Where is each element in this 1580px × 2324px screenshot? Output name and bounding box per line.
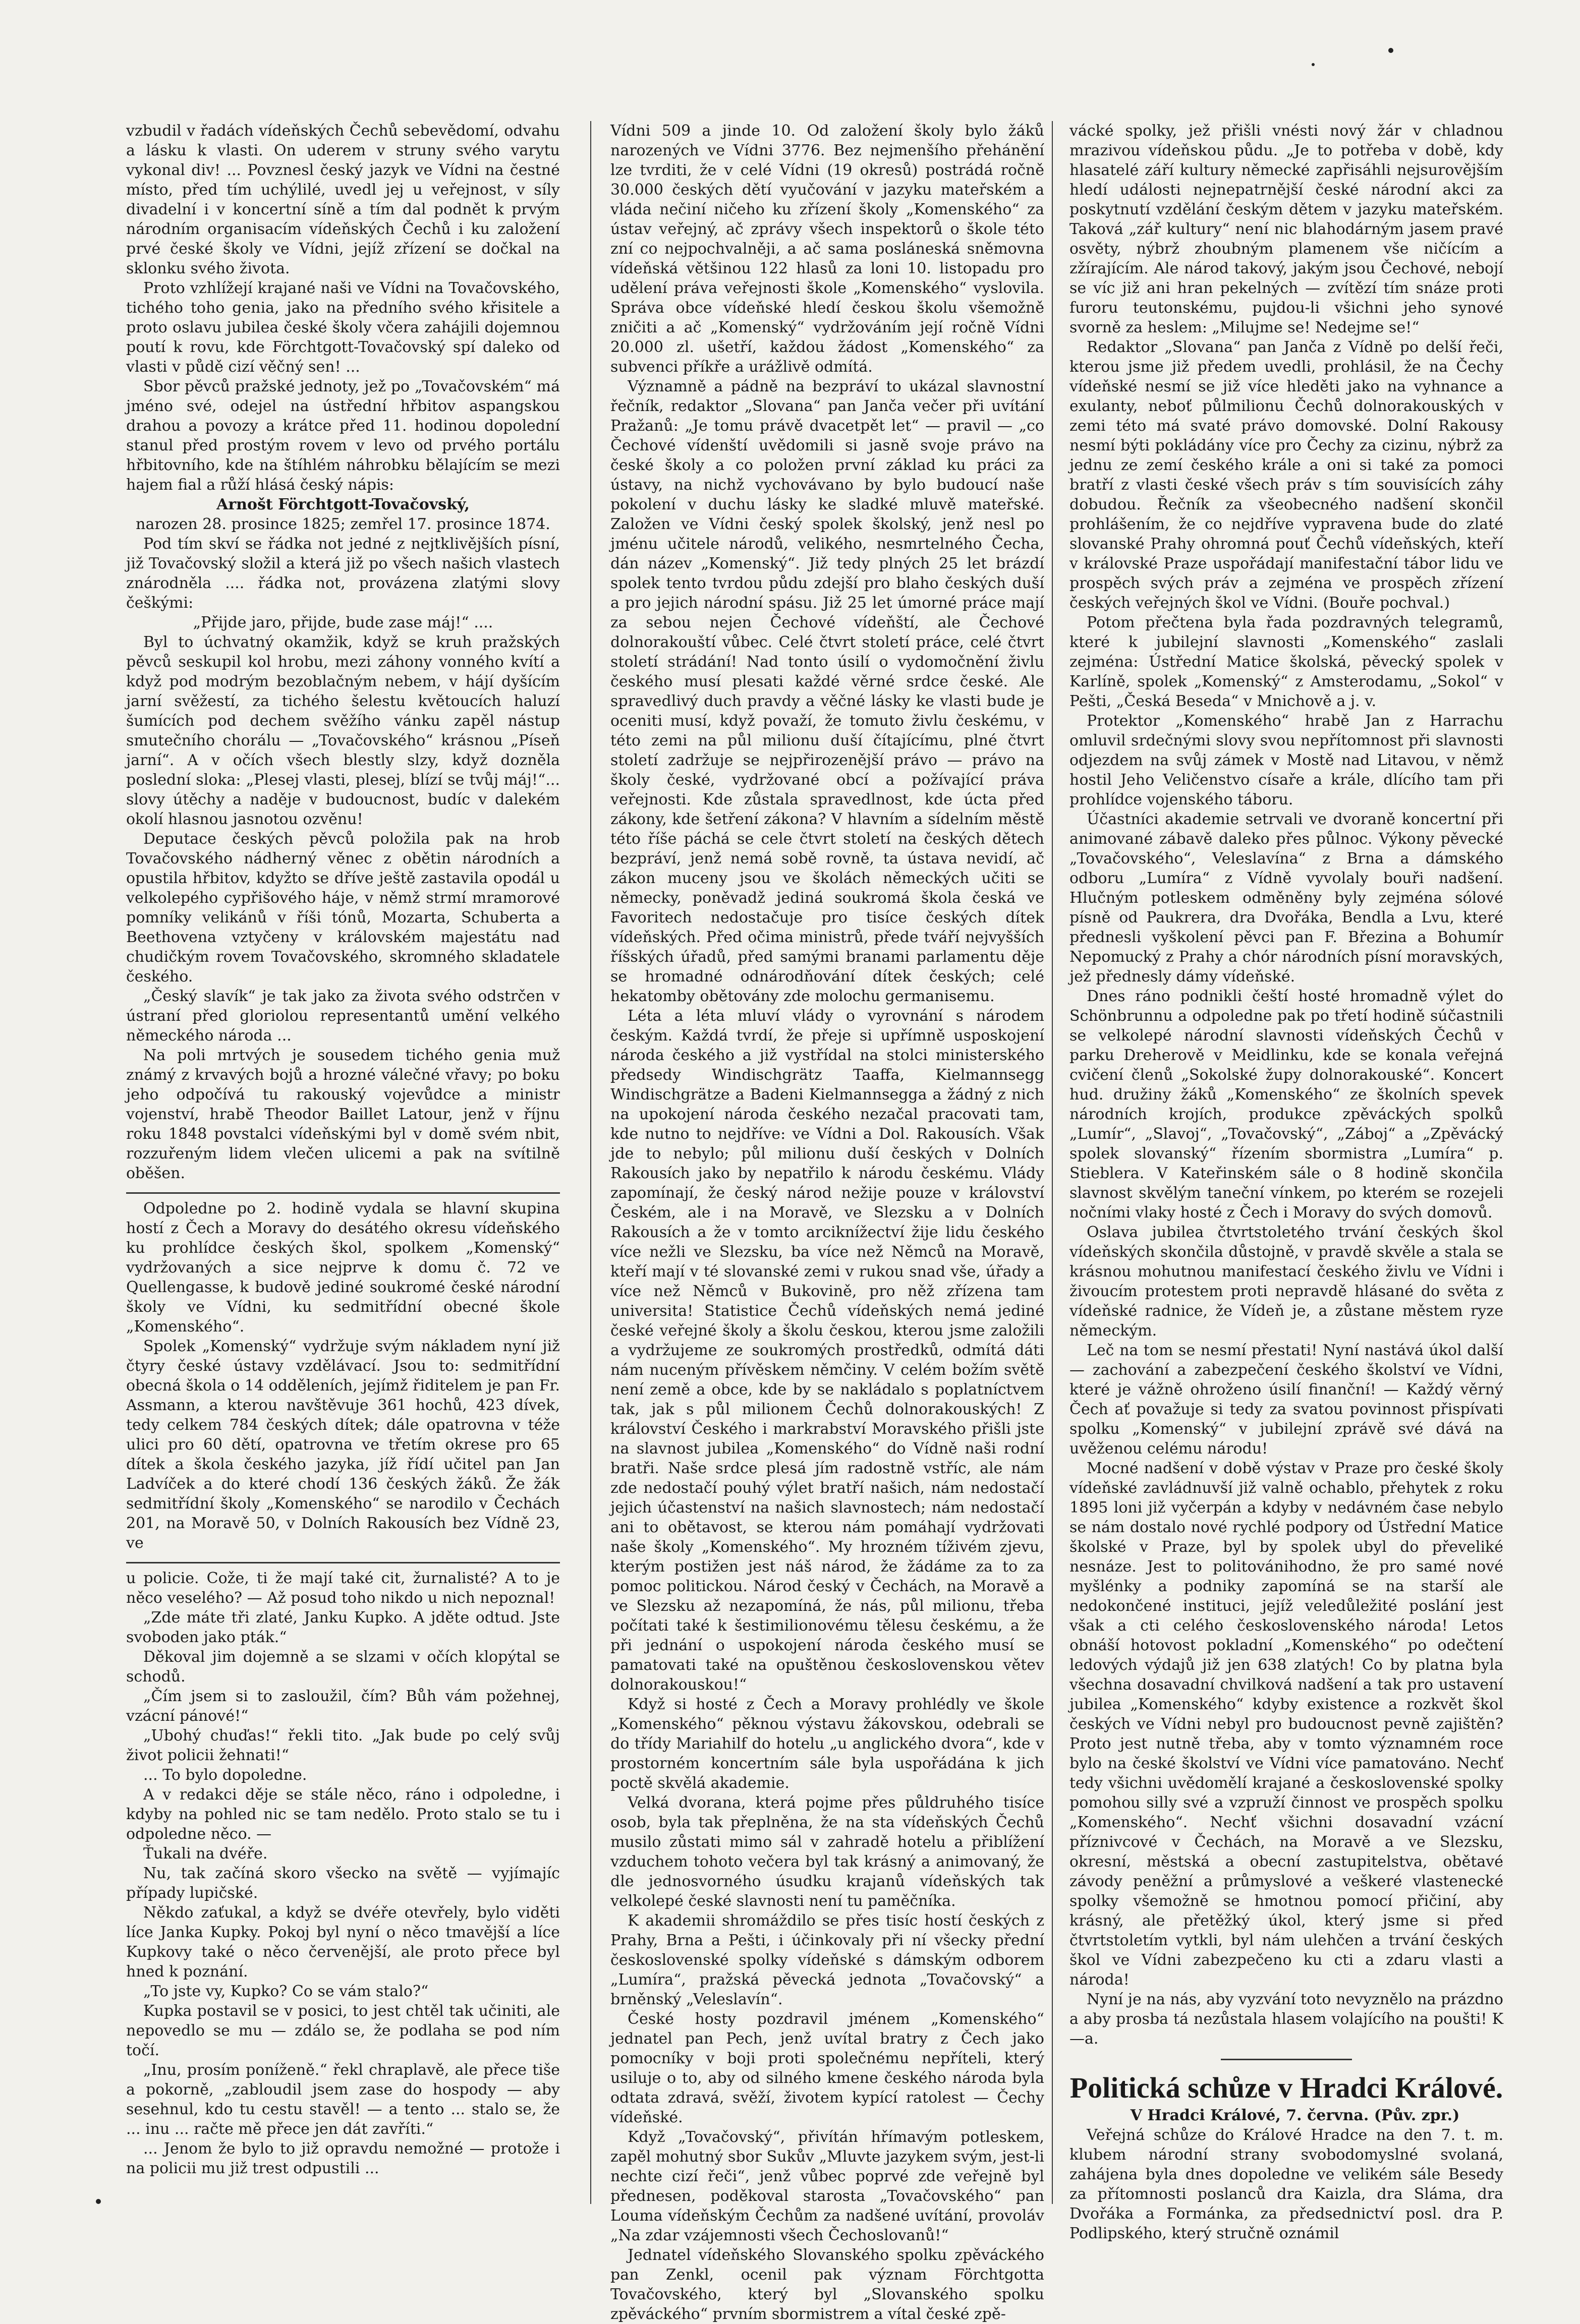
paragraph: vzbudil v řadách vídeňských Čechů sebevědomí, odvahu a lásku k vlasti. On uderem v struny svého varytu vykonal div! ... Povznesl český jazyk ve Vídni na čestné místo, před tím uchýlilé, uvedl jej u veřejnost, v síly divadelní i v koncertní síně a tím dal podnět k prvým národním organisacím vídeňských Čechů i ku založení prvé české školy ve Vídni, jejíž zřízení se dočkal na sklonku svého života. xyxy=(126,122,560,277)
quote: „Přijde jaro, přijde, bude zase máj!“ .... xyxy=(193,614,493,631)
paragraph: vácké spolky, jež přišli vnésti nový žár v chladnou mrazivou vídeňskou půdu. „Je to potřeba v době, kdy hlasatelé září kultury německé zapřisáhli nejsurovějším hledí události nejnepatrnější české národní akci za poskytnutí vzdělání českým dětem v jazyku mateřském. Taková „zář kultury“ není nic blahodárným jasem pravé osvěty, nýbrž zhoubným plamenem vše ničícím a zžírajícím. Ale národ takový, jakým jsou Čechové, nebojí se víc již ani hran pekelných — zvítězí tím snáze proti furoru teutonskému, pujdou-li všichni jeho synové svorně za heslem: „Milujme se! Nedejme se!“ xyxy=(1069,122,1503,336)
column-1 xyxy=(126,121,560,2204)
column-rule-right xyxy=(1052,121,1053,2204)
paragraph: Potom přečtena byla řada pozdravných telegramů, které k jubilejní slavnosti „Komenského“ zaslali zejména: Ústřední Matice školská, pěvecký spolek v Karlíně, spolek „Komenský“ z Amsterodamu, „Sokol“ v Pešti, „Česká Beseda“ v Mnichově a j. v. xyxy=(1069,614,1503,710)
paragraph: Když „Tovačovský“, přivítán hřímavým potleskem, zapěl mohutný sbor Sukův „Mluvte jazykem svým, jest-li nechte cizí řeči“, jenž vůbec poprvé zde veřejně byl přednesen, poděkoval starosta „Tovačovského“ pan Louma vídeňským Čechům za nadšené uvítání, provoláv „Na zdar vzájemnosti všech Čechoslovanů!“ xyxy=(610,2128,1044,2244)
paragraph: „Ubohý chuďas!“ řekli tito. „Jak bude po celý svůj život policii žehnati!“ xyxy=(126,1727,560,1764)
paragraph: „Čím jsem si to zasloužil, čím? Bůh vám požehnej, vzácní pánové!“ xyxy=(126,1688,560,1725)
paragraph: Veřejná schůze do Králové Hradce na den 7. t. m. klubem národní strany svobodomyslné svolaná, zahájena byla dnes dopoledne ve velikém sále Besedy za přítomnosti poslanců dra Kaizla, dra Sláma, dra Dvořáka a Formánka, za předsednictví posl. dra P. Podlipského, který stručně oznámil xyxy=(1069,2126,1503,2242)
paragraph: Proto vzhlížejí krajané naši ve Vídni na Tovačovského, tichého toho genia, jako na předního svého křisitele a proto oslavu jubilea české školy včera zahájili dojemnou poutí k rovu, kde Förchtgott-Tovačovský spí daleko od vlasti v půdě cizí věčný sen! ... xyxy=(126,279,560,376)
paragraph: ... To bylo dopoledne. xyxy=(143,1766,307,1784)
paragraph: u policie. Cože, ti že mají také cit, žurnalisté? A to je něco veselého? — Až posud toho nikdo u nich nepoznal! xyxy=(126,1570,560,1607)
paragraph: K akademii shromáždilo se přes tisíc hostí českých z Prahy, Brna a Pešti, i účinkovaly při ní všecky přední československé spolky vídeňské s dámským odborem „Lumíra“, pražská pěvecká jednota „Tovačovský“ a brněnský „Veleslavín“. xyxy=(610,1912,1044,2008)
column-rule-left xyxy=(590,121,591,2204)
paragraph: Leč na tom se nesmí přestati! Nyní nastává úkol další — zachování a zabezpečení českého školství ve Vídni, které je vážně ohroženo úsilí finanční! — Každý věrný Čech ať považuje si tedy za svatou povinnost přispívati spolku „Komenský“ v jubilejní zprávě své dává na uvěženou celému národu! xyxy=(1069,1342,1503,1458)
paragraph: ... Jenom že bylo to již opravdu nemožné — protože i na policii mu již trest odpustili ... xyxy=(126,2140,560,2177)
paragraph: Kupka postavil se v posici, to jest chtěl tak učiniti, ale nepovedlo se mu — zdálo se, že podlaha se pod ním točí. xyxy=(126,2002,560,2059)
page-speck xyxy=(1388,48,1393,53)
paragraph: A v redakci děje se stále něco, ráno i odpoledne, i kdyby na pohled nic se tam nedělo. Proto stalo se tu i odpoledne něco. — xyxy=(126,1786,560,1843)
page-speck xyxy=(96,2199,101,2204)
paragraph: Jednatel vídeňského Slovanského spolku zpěváckého pan Zenkl, ocenil pak význam Förchtgotta Tovačovského, který byl „Slovanského spolku zpěváckého“ prvním sbormistrem a vítal české zpě- xyxy=(610,2246,1044,2323)
column-2 xyxy=(610,121,1044,2323)
paragraph: „Zde máte tři zlaté, Janku Kupko. A jděte odtud. Jste svoboden jako pták.“ xyxy=(126,1609,560,1646)
feuilleton-divider xyxy=(126,1562,560,1563)
paragraph: Léta a léta mluví vlády o vyrovnání s národem českým. Každá tvrdí, že přeje si upřímně usposkojení národa českého a již vystřídal na stolci ministerského předsedy Windischgrätz Taaffa, Kielmannsegg Windischgrätze a Badeni Kielmannsegga a žádný z nich na upokojení národa českého nezačal pracovati tam, kde nutno to nejdříve: ve Vídni a Dol. Rakousích. Však jde to nebylo; půl milionu duší českých v Dolních Rakousích jako by nepatřilo k národu českému. Vlády zapomínají, že český národ nežije pouze v království Českém, ale i na Moravě, ve Slezsku a v Dolních Rakousích a že v tomto arciknížectví žije lidu českého více nežli ve Slezsku, ba více než Němců na Moravě, kteří mají v té slovanské zemi v rukou snad vše, úřady a více než Němců v Bukovině, pro něž zřízena tam universita! Statistice Čechů vídeňských nemá jediné české veřejné školy a školu českou, kterou jsme založili a vydržujeme ze soukromých prostředků, odmítá dáti nám nuceným přívěskem němčiny. V celém božím světě není země a obce, kde by se nakládalo s poplatníctvem tak, jak s půl milionem Čechů dolnorakouských! Z království Českého i markrabství Moravského přišli jste na slavnost jubilea „Komenského“ do Vídně naši rodní bratři. Naše srdce plesá jím radostně vstříc, ale nám zde nedostačí pouhý výlet bratří našich, nám nedostačí jejich účastenství na našich slavnostech; nám nedostačí ani to obětavost, se kterou nám pomáhají vydržovati naše školy „Komenského“. My hrozném tíživém zjevu, kterým postižen jest náš národ, že žádáme za to za pomoc politickou. Národ český v Čechách, na Moravě a ve Slezsku až nezapomíná, že nás, půl milionu, třeba počítati také k šestimilionovému tělesu českému, a že při jednání o uspokojení národa českého musí se pamatovati také na opuštěnou československou větev dolnorakouskou!“ xyxy=(610,1007,1044,1694)
paragraph: Děkoval jim dojemně a se slzami v očích klopýtal se schodů. xyxy=(126,1648,560,1686)
paragraph: Nu, tak začíná skoro všecko na světě — vyjímajíc případy lupičské. xyxy=(126,1865,560,1902)
paragraph: Nyní je na nás, aby vyzvání toto nevyznělo na prázdno a aby prosba tá nezůstala hlasem volajícího na poušti! K—a. xyxy=(1069,1991,1503,2048)
section-divider xyxy=(126,1192,560,1194)
paragraph: Redaktor „Slovana“ pan Janča z Vídně po delší řeči, kterou jsme již předem uvedli, prohlásil, že na Čechy vídeňské nesmí se již více hleděti jako na vyhnance a exulanty, neboť půlmilionu Čechů dolnorakouských v zemi této má svaté právo domovské. Dolní Rakousy nesmí býti pokládány více pro Čechy za cizinu, nýbrž za jednu ze zemí českého krále a oni si také za pomoci bratří z vlasti české všech práv s tím souvisících záhy dobudou. Řečník za všeobecného nadšení skončil prohlášením, že co nejdříve vypravena bude do zlaté slovanské Prahy ohromná pouť Čechů vídeňských, kteří v královské Praze uspořádají manifestační tábor lidu ve prospěch svých práv a zejména ve prospěch zřízení českých veřejných škol ve Vídni. (Bouře pochval.) xyxy=(1069,338,1503,612)
paragraph: Významně a pádně na bezpráví to ukázal slavnostní řečník, redaktor „Slovana“ pan Janča večer při uvítání Pražanů: „Je tomu právě dvacetpět let“ — pravil — „co Čechové vídenští uvědomili si jasně svoje právo na české školy a co položen první základ ku práci za ústavy, na nichž vychovávano by bylo budoucí naše pokolení v duchu lásky ke sladké mluvě mateřské. Založen ve Vídni český spolek školský, jenž nesl po jménu učitele národů, velikého, nesmrtelného Čecha, dán název „Komenský“. Již tedy plných 25 let brázdí spolek tento tvrdou půdu zdejší pro blaho českých duší a pro jejich národní spásu. Již 25 let úmorné práce mají za sebou nejen Čechové vídeňští, ale Čechové dolnorakouští vůbec. Celé čtvrt století práce, celé čtvrt století strádání! Nad tonto úsilí o vydomočnění živlu českého musí plesati každé věrné srdce české. Ale spravedlivý duch pravdy a věčné lásky ke vlasti bude je oceniti musí, když považí, že tomuto živlu českému, v této zemi na půl milionu duší čítajícímu, plné čtvrt století zadržuje se nejpřirozenější právo — právo na školy české, vydržované obcí a požívající práva veřejnosti. Kde zůstala spravedlnost, kde úcta před zákony, kde šetření zákona? V hlavním a sídelním městě této říše páchá se cele čtvrt století na českých dětech bezpráví, jenž nemá sobě rovně, ta ústava nevidí, ač zákon muceny jsou ve školách německých učiti se německy, poněvadž jediná soukromá škola česká ve Favoritech nedostačuje pro tisíce českých dítek vídeňských. Před očima ministrů, přede tváří nejvyšších říšských úřadů, před samými branami parlamentu děje se hromadné odnárodňování dítek českých; celé hekatomby obětovány zde molochu germanisemu. xyxy=(610,378,1044,1005)
paragraph: „Inu, prosím poníženě.“ řekl chraplavě, ale přece tiše a pokorně, „zabloudil jsem zase do hospody — aby sesehnul, kdo tu cestu stavěl! — a tento ... stalo se, že ... inu ... račte mě přece jen dát zavříti.“ xyxy=(126,2061,560,2138)
epitaph-name: Arnošt Förchtgott-Tovačovský, xyxy=(216,496,470,513)
paragraph: Vídni 509 a jinde 10. Od založení školy bylo žáků narozených ve Vídni 3776. Bez nejmenšího přehánění lze tvrditi, že v celé Vídni (19 okresů) postrádá ročně 30.000 českých dětí vyučování v jazyku mateřském a vláda nečiní ničeho ku zřízení školy „Komenského“ za ústav veřejný, ač zprávy všech inspektorů o škole této zní co nejpochvalněji, a ač sama posláneská sněmovna vídeňská většinou 122 hlasů za loni 10. listopadu pro udělení práva veřejnosti škole „Komenského“ vyslovila. Správa obce vídeňské hledí českou školu všemožně zničiti a ač „Komenský“ vydržováním její ročně Vídni 20.000 zl. ušetří, každou žádost „Komenského“ za subvenci příkře a urážlivě odmítá. xyxy=(610,122,1044,376)
paragraph: Deputace českých pěvců položila pak na hrob Tovačovského nádherný věnec z obětin národních a opustila hřbitov, kdyžto se dříve ještě zastavila opodál u velkolepého cypřišového háje, v němž strmí mramorové pomníky velikánů v říši tónů, Mozarta, Schuberta a Beethovena vztyčeny v královském majestátu nad chudičkým rovem Tovačovského, skromného skladatele českého. xyxy=(126,830,560,985)
paragraph: „Český slavík“ je tak jako za života svého odstrčen v ústraní před gloriolou representantů umění velkého německého národa ... xyxy=(126,987,560,1044)
epitaph-dates: narozen 28. prosince 1825; zemřel 17. prosince 1874. xyxy=(136,515,550,533)
paragraph: Velká dvorana, která pojme přes půldruhého tisíce osob, byla tak přeplněna, že na sta vídeňských Čechů musilo zůstati mimo sál v zahradě hotelu a přiblížení vzduchem tohoto večera byl tak krásný a animovaný, že dle jednosvorného úsudku krajanů vídeňských tak velkolepé české slavnosti není tu paměčníka. xyxy=(610,1794,1044,1910)
paragraph: České hosty pozdravil jménem „Komenského“ jednatel pan Pech, jenž uvítal bratry z Čech jako pomocníky v boji proti společnému nepříteli, který usiluje o to, aby od silného kmene českého národa byla odtata zdravá, svěží, životem kypící ratolest — Čechy vídeňské. xyxy=(610,2010,1044,2126)
paragraph: „To jste vy, Kupko? Co se vám stalo?“ xyxy=(143,1983,429,2000)
paragraph: Někdo zaťukal, a když se dvéře otevřely, bylo viděti líce Janka Kupky. Pokoj byl nyní o něco tmavější a líce Kupkovy také o něco červenější, ale proto přece byl hned k poznání. xyxy=(126,1904,560,1981)
column-3 xyxy=(1069,121,1503,2242)
newspaper-page xyxy=(126,121,1503,2323)
paragraph: Mocné nadšení v době výstav v Praze pro české školy vídeňské zavládnuvší již valně ochablo, přehytek z roku 1895 loni již vyčerpán a kdyby v nedávném čase nebylo se nám dostalo nové rychlé podpory od Ústřední Matice školské v Praze, byl by spolek ubyl do převeliké nesnáze. Jest to politovánihodno, že pro samé nové myšlénky a podniky zapomíná se na starší ale nedokončené instituci, jejíž veledůležité poslání jest však a cti celého československého národa! Letos obnáší hotovost pokladní „Komenského“ po odečtení ledových výdajů již jen 638 zlatých! Co by platna byla všechna dosavadní chvilková nadšení a tak pro ustavení jubilea „Komenského“ kdyby existence a rozkvět škol českých ve Vídni nebyl pro budoucnost pevně zajištěn? Proto jest nutně třeba, aby v tomto významném roce bylo na české školství ve Vídni více pamatováno. Nechť tedy všichni uvědomělí krajané a československé spolky pomohou silly své a vzpruží činnost ve prospěch spolku „Komenského“. Nechť všichni dosavadní vzácní příznivcové v Čechách, na Moravě a ve Slezsku, okresní, městská a obecní zastupitelstva, obětavé závody peněžní a průmyslové a veškeré vlastenecké spolky všemožně se hmotnou pomocí přičiní, aby krásný, ale přetěžký úkol, který jsme si před čtvrtstoletím vytkli, byl nám ulehčen a trvání českých škol ve Vídni zabezpečeno ku cti a zdaru vlasti a národa! xyxy=(1069,1460,1503,1989)
paragraph: Když si hosté z Čech a Moravy prohlédly ve škole „Komenského“ pěknou výstavu žákovskou, odebrali se do třídy Mariahilf do hotelu „u anglického dvora“, kde v prostorném koncertním sále byla uspořádána k jich poctě skvělá akademie. xyxy=(610,1696,1044,1792)
paragraph: Oslava jubilea čtvrtstoletého trvání českých škol vídeňských skončila důstojně, v pravdě skvěle a stala se krásnou mohutnou manifestací českého živlu ve Vídni i živoucím protestem proti nepravdě hlásané do světa z vídeňské radnice, že Vídeň je, a zůstane městem ryze německým. xyxy=(1069,1224,1503,1340)
dateline: V Hradci Králové, 7. června. (Pův. zpr.) xyxy=(1130,2107,1460,2124)
paragraph: Dnes ráno podnikli čeští hosté hromadně výlet do Schönbrunnu a odpoledne pak po třetí hodině súčastnili se velkolepé národní slavnosti vídeňských Čechů v parku Dreherově v Meidlinku, kde se konala veřejná cvičení členů „Sokolské župy dolnorakouské“. Koncert hud. družiny žáků „Komenského“ ze školních spevek národních krojích, produkce zpěváckých spolků „Lumír“, „Slavoj“, „Tovačovský“, „Záboj“ a „Zpěvácký spolek slovanský“ řízením sbormistra „Lumíra“ p. Stieblera. V Kateřinském sále o 8 hodině skončila slavnost skvělým taneční vínkem, po kterém se rozejeli nočními vlaky hosté z Čech i Moravy do svých domovů. xyxy=(1069,987,1503,1222)
paragraph: Na poli mrtvých je sousedem tichého genia muž známý z krvavých bojů a hrozné válečné vřavy; po boku jeho odpočívá tu rakouský vojevůdce a ministr vojenství, hrabě Theodor Baillet Latour, jenž v říjnu roku 1848 povstalci vídeňskými byl v domě svém nbit, rozzuřeným lidem vlečen ulicemi a pak na svítilně oběšen. xyxy=(126,1047,560,1182)
paragraph: Odpoledne po 2. hodině vydala se hlavní skupina hostí z Čech a Moravy do desátého okresu vídeňského ku prohlídce českých škol, spolkem „Komenský“ vydržovaných a sice nejprve k domu č. 72 ve Quellengasse, k budově jediné soukromé české národní školy ve Vídni, ku sedmitřídní obecné škole „Komenského“. xyxy=(126,1200,560,1335)
paragraph: Účastníci akademie setrvali ve dvoraně koncertní při animované zábavě daleko přes půlnoc. Výkony pěvecké „Tovačovského“, Veleslavína“ z Brna a dámského odboru „Lumíra“ z Vídně vyvolaly bouři nadšení. Hlučným potleskem odměněny byly zejména sólové písně od Paukrera, dra Dvořáka, Bendla a Lvu, které přednesli vyškolení pěvci pan F. Březina a Bohumír Nepomucký z Prahy a chór národních písní moravských, jež přednesly dámy vídeňské. xyxy=(1069,810,1503,985)
paragraph: Pod tím skví se řádka not jedné z nejtklivějších písní, již Tovačovský složil a která již po všech našich vlastech znárodněla .... řádka not, provázena zlatými slovy češkými: xyxy=(126,535,560,612)
paragraph: Spolek „Komenský“ vydržuje svým nákladem nyní již čtyry české ústavy vzdělávací. Jsou to: sedmitřídní obecná škola o 14 odděleních, jejímž řiditelem je pan Fr. Assmann, a kterou navštěvuje 361 hochů, 423 dívek, tedy celkem 784 českých dítek; dále opatrovna v téže ulici pro 60 dětí, opatrovna ve třetím okrese pro 65 dítek a škola českého jazyka, jíž řídí učitel pan Jan Ladvíček a do které chodí 136 českých žáků. Že žák sedmitřídní školy „Komenského“ se narodilo v Čechách 201, na Moravě 50, v Dolních Rakousích bez Vídně 23, ve xyxy=(126,1338,560,1552)
article-heading: Politická schůze v Hradci Králové. xyxy=(1069,2071,1503,2104)
article-separator xyxy=(1221,2059,1352,2060)
paragraph: Protektor „Komenského“ hrabě Jan z Harrachu omluvil srdečnými slovy svou nepřítomnost při slavnosti odjezdem na svůj zámek v Mostě nad Litavou, v němž hostil Jeho Veličenstvo císaře a krále, dlícího tam při prohlídce vojenského táboru. xyxy=(1069,712,1503,808)
page-speck xyxy=(1312,63,1315,66)
paragraph: Ťukali na dvéře. xyxy=(143,1845,268,1863)
paragraph: Byl to úchvatný okamžik, když se kruh pražských pěvců seskupil kol hrobu, mezi záhony vonného kvítí a když pod modrým bezoblačným nebem, v hájí dyšícím jarní svěžestí, za tichého šelestu květoucích haluzí šumících pod dechem svěžího vánku zapěl nástup smutečního chorálu — „Tovačovského“ krásnou „Píseň jarní“. A v očích všech blestly slzy, když dozněla poslední sloka: „Plesej vlasti, plesej, blízí se tvůj máj!“... slovy útěchy a naděje v budoucnost, budíc v dalekém okolí hlasnou jasnotou ozvěnu! xyxy=(126,633,560,828)
paragraph: Sbor pěvců pražské jednoty, jež po „Tovačovském“ má jméno své, odejel na ústřední hřbitov aspangskou drahou a povozy a krátce před 11. hodinou dopolední stanul před prostým rovem v levo od prvého portálu hřbitovního, kde na štíhlém náhrobku bělajícím se mezi hajem fial a růží hlásá český nápis: xyxy=(126,378,560,494)
